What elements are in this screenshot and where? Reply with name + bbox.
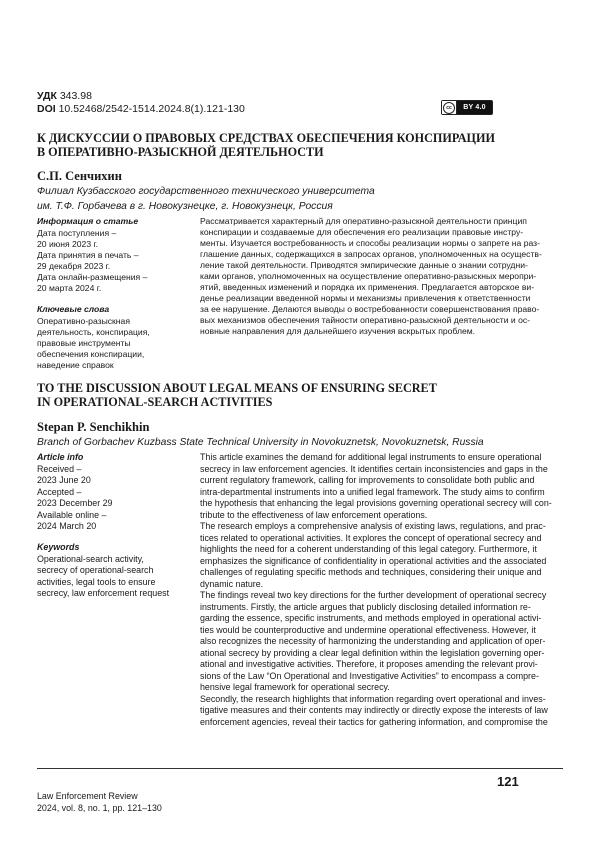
journal-name: Law Enforcement Review (37, 790, 162, 802)
en-title: TO THE DISCUSSION ABOUT LEGAL MEANS OF ENSURING SECRET IN OPERATIONAL-SEARCH ACTIVITIES (37, 381, 557, 409)
ru-keywords: Ключевые слова Оперативно-разыскная деятельность, конспирация, правовые инструменты обеспечения конспирации, наведение справок (37, 304, 187, 371)
page-number: 121 (497, 774, 519, 789)
ru-title: К ДИСКУССИИ О ПРАВОВЫХ СРЕДСТВАХ ОБЕСПЕЧЕНИЯ КОНСПИРАЦИИ В ОПЕРАТИВНО-РАЗЫСКНОЙ ДЕЯТЕЛЬНОСТИ (37, 131, 557, 159)
en-affiliation: Branch of Gorbachev Kuzbass State Technical University in Novokuznetsk, Novokuznetsk, Russia (37, 435, 484, 450)
journal-footer (37, 790, 162, 814)
ru-affiliation: Филиал Кузбасского государственного технического университета им. Т.Ф. Горбачева в г. Новокузнецке, г. Новокузнецк, Россия (37, 184, 375, 214)
ru-article-info: Информация о статье Дата поступления – 20 июня 2023 г. Дата принятия в печать – 29 декабря 2023 г. Дата онлайн-размещения – 20 марта 2024 г. (37, 216, 187, 294)
ru-keywords-heading: Ключевые слова (37, 304, 187, 315)
udk-line: УДК 343.98 (37, 90, 245, 103)
en-article-info: Article info Received – 2023 June 20 Accepted – 2023 December 29 Available online – 2024 March 20 (37, 452, 197, 533)
udk-doi-block (37, 90, 245, 116)
en-abstract: This article examines the demand for additional legal instruments to ensure operational secrecy in law enforcement agencies. It identifies certain inconsistencies and gaps in the current regulatory framework, calling for improvements to consolidate both public and intra-departmental instruments into a unified legal framework. The study aims to confirm the hypothesis that enhancing the legal provisions governing operational secrecy will con- tribute to the effectiveness of law enforcement operations. The research employs a comprehensive analysis of existing laws, regulations, and prac- tices related to operational activities. It explores the concept of operational secrecy and highlights the need for a coherent understanding of this legal category. Furthermore, it emphasizes the significance of confidentiality in operational activities and the associated challenges of regulating specific methods and techniques, considering their unique and dynamic nature. The findings reveal two key directions for the further development of operational secrecy instruments. Firstly, the article argues that publicly disclosing detailed information re- garding the essence, specific instruments, and methods employed in operational activi- ties would be counterproductive and undermine operational effectiveness. However, it also recognizes the necessity of harmonizing the understanding and application of oper- ational secrecy by providing a clear legal definition within the legislation governing oper- ational and investigative activities. Therefore, it proposes amending the relevant provi- sions of the Law “On Operational and Investigative Activities” to encompass a compre- hensive legal framework for operational secrecy. Secondly, the research highlights that information regarding overt operational and inves- tigative measures and their contents may indirectly or directly expose the interests of law enforcement agencies, reveal their tactics for gathering information, and compromise the (200, 452, 563, 728)
ru-abstract: Рассматривается характерный для оперативно-разыскной деятельности принцип конспирации и создаваемые для обеспечения его реализации правовые инстру- менты. Изучается востребованность и способы реализации нормы о запрете на раз- глашение данных, содержащихся в запросах органов, уполномоченных на осуществ- ление такой деятельности. Приводятся эмпирические данные о знании сотрудни- ками органов, уполномоченных на осуществление оперативно-разыскных меропри- ятий, введенных изменений и порядка их применения. Предлагается авторское ви- денье реализации введенной нормы и механизмы привлечения к ответственности за ее нарушение. Делаются выводы о востребованности совершенствования право- вых механизмов обеспечения тайности оперативно-разыскной деятельности и ос- новные направления для дальнейшего изучения вскрытых проблем. (200, 216, 563, 337)
en-info-heading: Article info (37, 452, 197, 464)
en-author: Stepan P. Senchikhin (37, 420, 149, 435)
license-text: BY 4.0 (457, 101, 492, 114)
en-keywords: Keywords Operational-search activity, secrecy of operational-search activities, legal tools to ensure secrecy, law enforcement request (37, 542, 197, 600)
doi-link[interactable]: 10.52468/2542-1514.2024.8(1).121-130 (59, 103, 245, 115)
footer-divider (37, 768, 563, 769)
cc-license-badge[interactable] (441, 100, 493, 115)
journal-issue: 2024, vol. 8, no. 1, pp. 121–130 (37, 802, 162, 814)
ru-author: С.П. Сенчихин (37, 169, 122, 184)
cc-icon: cc (442, 101, 457, 114)
en-keywords-heading: Keywords (37, 542, 197, 554)
doi-line: DOI 10.52468/2542-1514.2024.8(1).121-130 (37, 103, 245, 116)
ru-info-heading: Информация о статье (37, 216, 187, 227)
